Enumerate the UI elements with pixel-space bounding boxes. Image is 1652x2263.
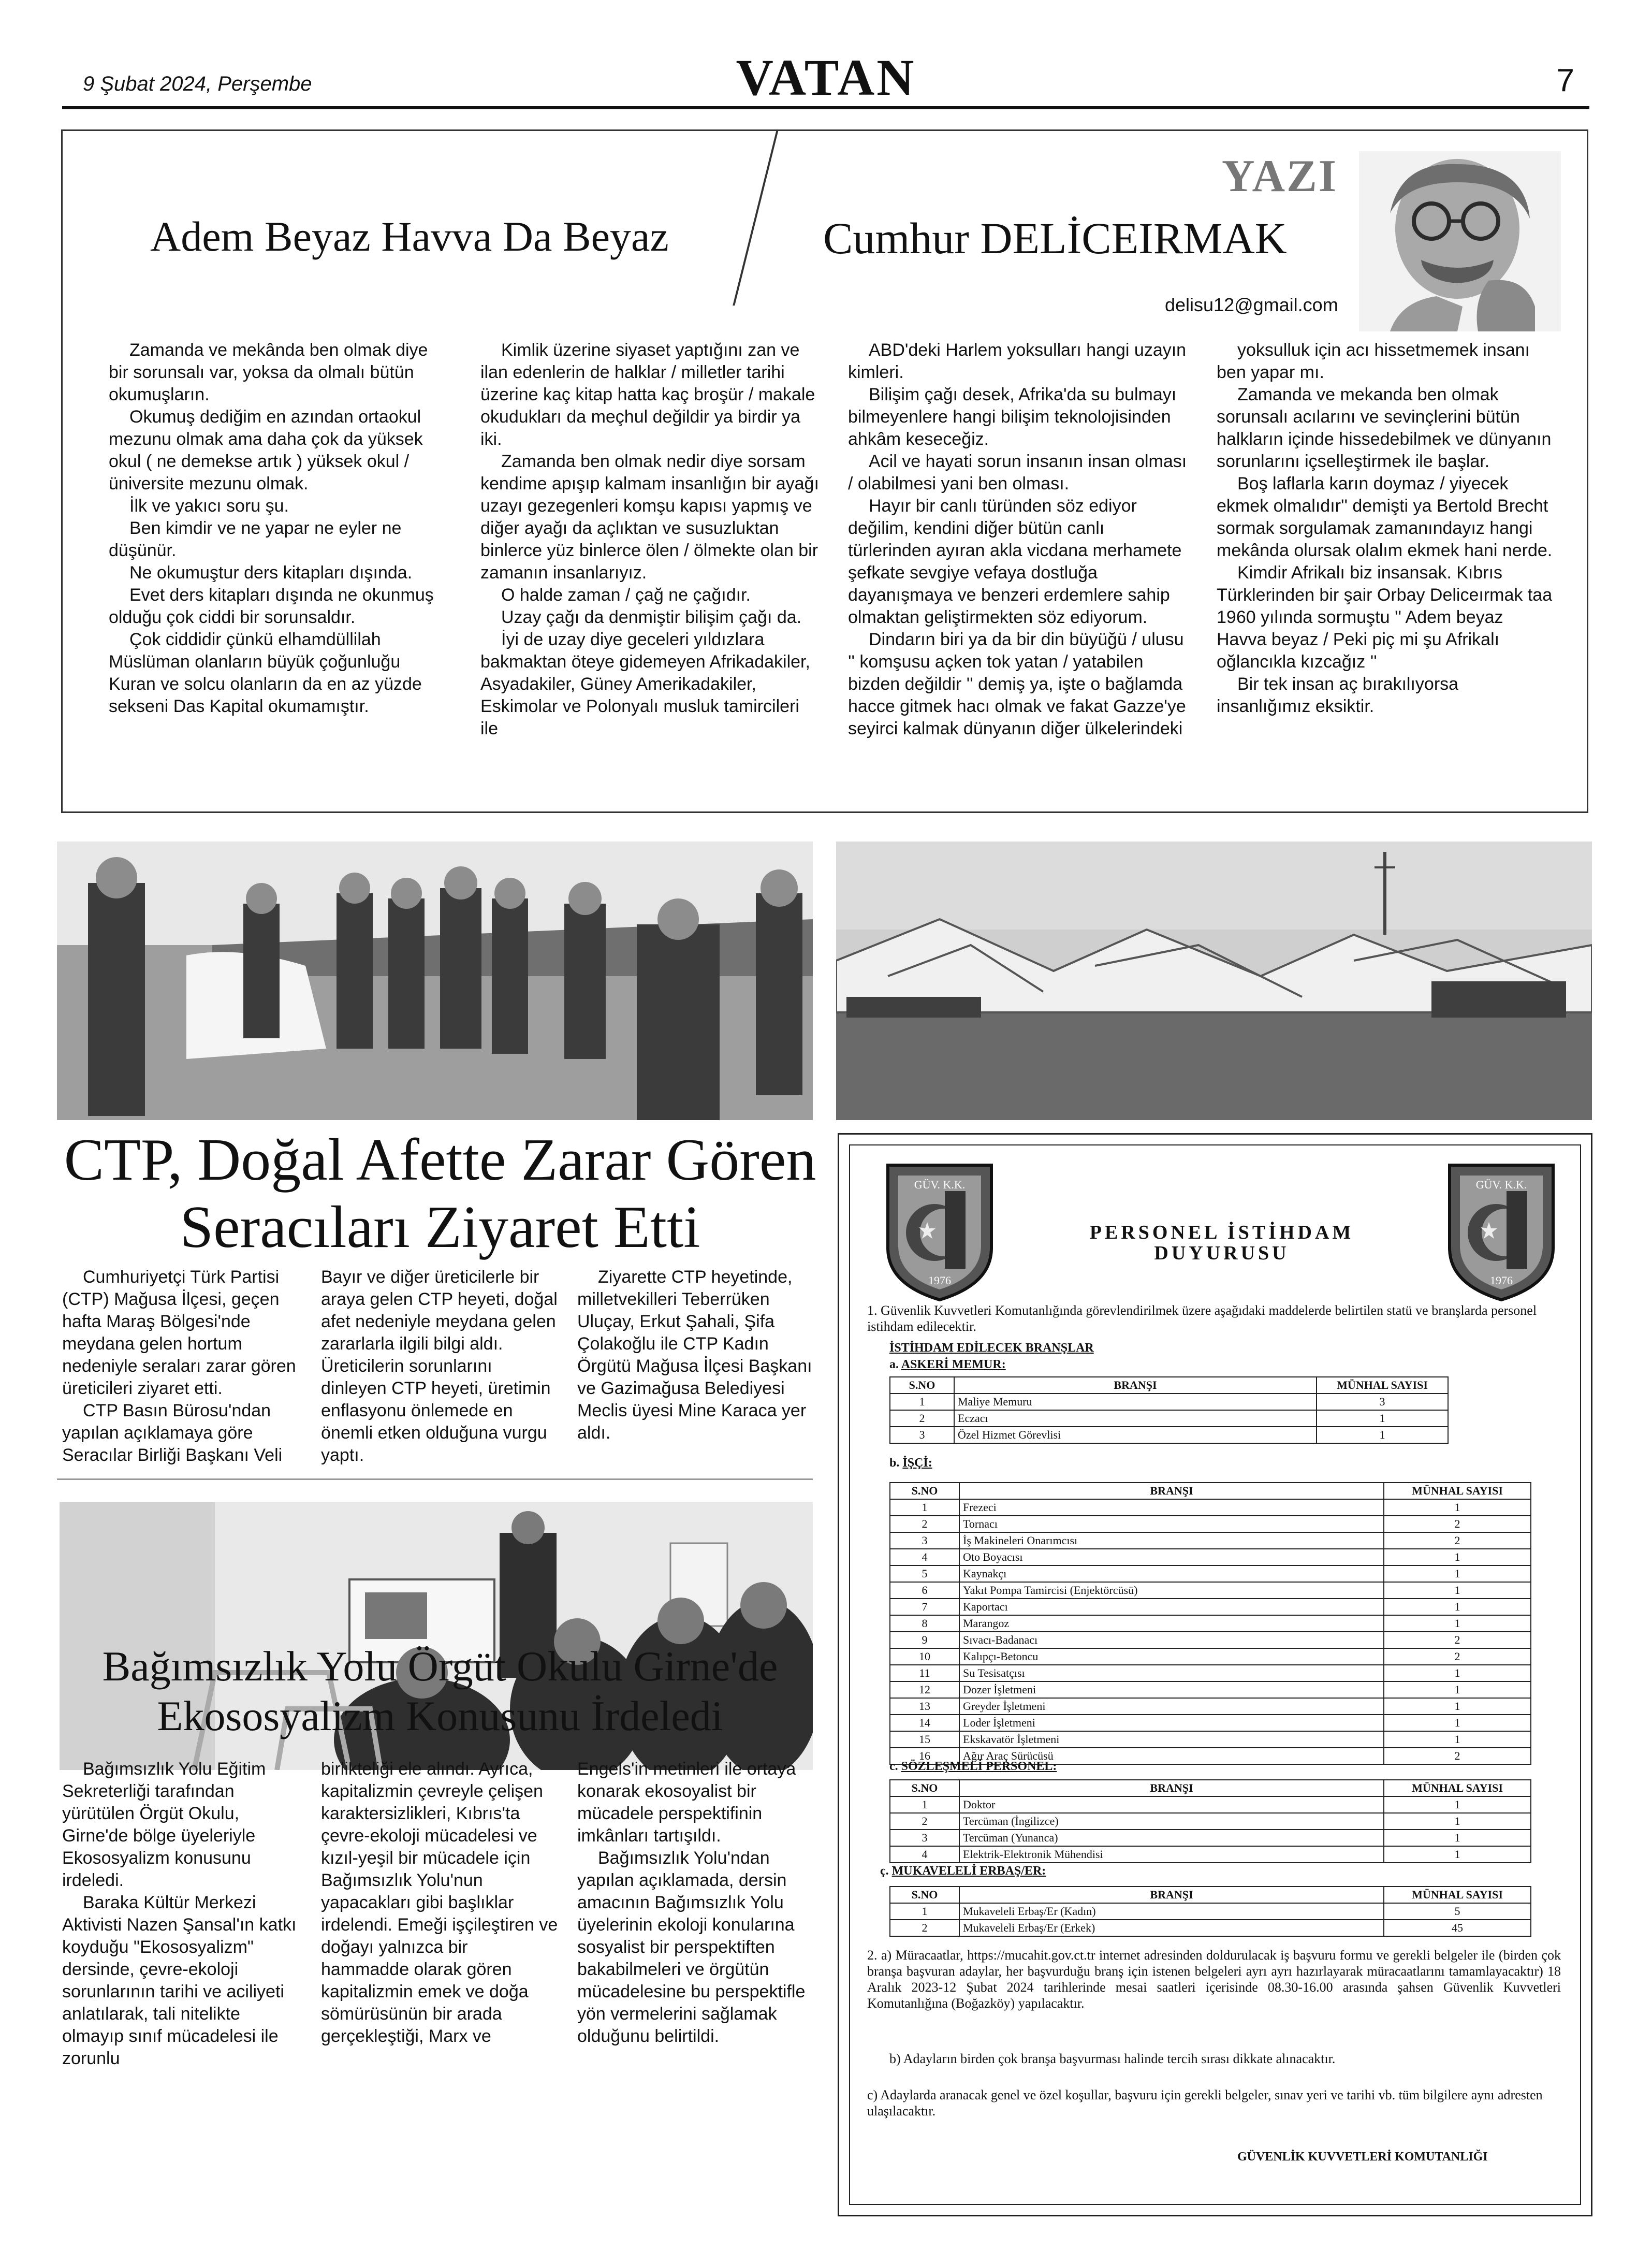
bagimsizlik-text-col1	[62, 1758, 300, 2070]
row-number: 4	[890, 1846, 959, 1863]
vacancy-count: 5	[1384, 1903, 1531, 1920]
vacancy-count: 1	[1384, 1582, 1531, 1599]
paragraph: Kimdir Afrikalı biz insansak. Kıbrıs Türklerinden bir şair Orbay Deliceırmak taa 1960 yılında sormuştu '' Adem beyaz Havva beyaz / Peki piç mi şu Afrikalı oğlancıkla kızcağız ''	[1217, 563, 1553, 672]
vacancy-count: 1	[1384, 1846, 1531, 1863]
paragraph: Bilişim çağı desek, Afrika'da su bulmayı bilmeyenlere hangi bilişim teknolojisinden ahkâm keseceğiz.	[848, 385, 1177, 449]
row-number: 1	[890, 1903, 959, 1920]
vacancy-count: 1	[1384, 1681, 1531, 1698]
paragraph: Bir tek insan aç bırakılıyorsa insanlığımız eksiktir.	[1217, 674, 1459, 716]
bagimsizlik-text-col2	[321, 1758, 559, 2048]
announcement-title-line2: DUYURUSU	[1154, 1242, 1290, 1264]
section-label: YAZI	[1222, 151, 1338, 201]
vacancy-count: 45	[1384, 1920, 1531, 1936]
row-number: 2	[890, 1813, 959, 1830]
paragraph: yoksulluk için acı hissetmemek insanı ben yapar mı.	[1217, 340, 1530, 382]
table-row	[890, 1427, 1448, 1443]
table-row	[890, 1394, 1448, 1410]
table-row	[890, 1599, 1531, 1615]
announcement-title	[1010, 1222, 1434, 1264]
table-row	[890, 1516, 1531, 1532]
vacancy-count: 3	[1317, 1394, 1448, 1410]
col-header: BRANŞI	[959, 1780, 1384, 1796]
col-header: MÜNHAL SAYISI	[1384, 1887, 1531, 1903]
paragraph: Hayır bir canlı türünden söz ediyor değilim, kendini diğer bütün canlı türlerinden ayıran akla vicdana merhamete şefkate sevgiye vefaya dostluğa dayanışmaya ve benzeri erdemlere sahip olmaktan geliştirmekten söz ediyorum.	[848, 496, 1182, 627]
table-row	[890, 1665, 1531, 1681]
row-number: 3	[890, 1427, 954, 1443]
table-sozlesmeli	[889, 1779, 1531, 1863]
vacancy-count: 1	[1384, 1731, 1531, 1748]
row-number: 11	[890, 1665, 959, 1681]
table-row	[890, 1648, 1531, 1665]
newspaper-logo: VATAN	[736, 49, 916, 106]
col-header: BRANŞI	[959, 1483, 1384, 1499]
section-d-heading: ç. MUKAVELELİ ERBAŞ/ER:	[880, 1864, 1046, 1878]
row-number: 2	[890, 1920, 959, 1936]
branch-name: Greyder İşletmeni	[959, 1698, 1384, 1715]
vacancy-count: 1	[1384, 1499, 1531, 1516]
row-number: 8	[890, 1615, 959, 1632]
paragraph: Baraka Kültür Merkezi Aktivisti Nazen Şansal'ın katkı koyduğu "Ekososyalizm" dersinde, çevre-ekoloji sorunlarının tarihi ve aciliyeti anlatılarak, tali nitelikte olmayıp sınıf mücadelesi ile zorunlu	[62, 1893, 297, 2068]
table-row	[890, 1582, 1531, 1599]
ctp-text-col1	[62, 1266, 300, 1467]
row-number: 5	[890, 1565, 959, 1582]
table-isci	[889, 1482, 1531, 1765]
page-number: 7	[1556, 63, 1574, 98]
table-row	[890, 1920, 1531, 1936]
column-text-col1	[109, 339, 445, 718]
row-number: 7	[890, 1599, 959, 1615]
paragraph: Kimlik üzerine siyaset yaptığını zan ve ilan edenlerin de halklar / milletler tarihi üzerine kaç kitap hatta kaç broşür / makale okudukları da meçhul değildir ya birdir ya iki.	[480, 340, 815, 449]
announcement-signature: GÜVENLİK KUVVETLERİ KOMUTANLIĞI	[1237, 2150, 1488, 2164]
vacancy-count: 2	[1384, 1532, 1531, 1549]
vacancy-count: 2	[1384, 1632, 1531, 1648]
branch-name: Eczacı	[954, 1410, 1317, 1427]
row-number: 2	[890, 1410, 954, 1427]
branch-name: Kalıpçı-Betoncu	[959, 1648, 1384, 1665]
row-number: 10	[890, 1648, 959, 1665]
branch-name: Ekskavatör İşletmeni	[959, 1731, 1384, 1748]
branch-name: Kaynakçı	[959, 1565, 1384, 1582]
vacancy-count: 1	[1384, 1599, 1531, 1615]
table-mukaveleli	[889, 1886, 1531, 1937]
vacancy-count: 2	[1384, 1648, 1531, 1665]
paragraph: Uzay çağı da denmiştir bilişim çağı da.	[501, 607, 802, 627]
table-row	[890, 1532, 1531, 1549]
column-author: Cumhur DELİCEIRMAK	[823, 213, 1287, 263]
paragraph: İyi de uzay diye geceleri yıldızlara bakmaktan öteye gidemeyen Afrikadakiler, Asyadakiler, Güney Amerikadakiler, Eskimolar ve Polonyalı musluk tamircileri ile	[480, 630, 810, 738]
vacancy-count: 1	[1384, 1665, 1531, 1681]
section-a-heading: a. ASKERİ MEMUR:	[889, 1358, 1006, 1371]
military-seal-right-icon	[1439, 1160, 1563, 1305]
announcement-paragraph-2a: 2. a) Müracaatlar, https://mucahit.gov.ct.tr internet adresinden doldurulacak iş başvuru formu ve gerekli belgeler ile (birden çok branşa başvuran adaylar, her başvurduğu branş için istenen belgeleri ayrı ayrı hazırlayarak müracaatlarını tamamlayacaktır) 18 Aralık 2023-12 Şubat 2024 tarihlerinde mesai saatleri içerisinde 08.30-16.00 arasında şahsen Güvenlik Kuvvetleri Komutanlığına (Boğazköy) yapılacaktır.	[867, 1948, 1561, 2011]
ctp-text-col3	[577, 1266, 815, 1444]
vacancy-count: 1	[1384, 1565, 1531, 1582]
col-header: S.NO	[890, 1887, 959, 1903]
row-number: 1	[890, 1394, 954, 1410]
military-seal-left-icon	[878, 1160, 1002, 1305]
table-row	[890, 1681, 1531, 1698]
table-row	[890, 1813, 1531, 1830]
table-row	[890, 1846, 1531, 1863]
header-rule	[62, 106, 1589, 109]
branch-name: Ağır Araç Sürücüsü	[959, 1748, 1384, 1764]
col-header: MÜNHAL SAYISI	[1384, 1483, 1531, 1499]
vacancy-count: 1	[1384, 1813, 1531, 1830]
table-row	[890, 1615, 1531, 1632]
bagimsizlik-headline: Bağımsızlık Yolu Örgüt Okulu Girne'de Ekososyalizm Konusunu İrdeledi	[102, 1643, 778, 1739]
paragraph: Ziyarette CTP heyetinde, milletvekilleri Teberrüken Uluçay, Erkut Şahali, Şifa Çolakoğlu ile CTP Kadın Örgütü Mağusa İlçesi Başkanı ve Gazimağusa Belediyesi Meclis üyesi Mine Karaca yer aldı.	[577, 1267, 812, 1443]
branch-name: İş Makineleri Onarımcısı	[959, 1532, 1384, 1549]
paragraph: Bayır ve diğer üreticilerle bir araya gelen CTP heyeti, doğal afet nedeniyle meydana gelen zararlarla ilgili bilgi aldı. Üreticilerin sorunlarını dinleyen CTP heyeti, üretimin enflasyonu önlemede en önemli etken olduğuna vurgu yaptı.	[321, 1267, 558, 1465]
row-number: 3	[890, 1830, 959, 1846]
paragraph: Zamanda ben olmak nedir diye sorsam kendime apışıp kalmam insanlığın bir ayağı uzayı gezegenleri komşu kapısı yapmış ve diğer ayağı da açlıktan ve susuzluktan binlerce yüz binlerce ölen / ölmekte olan bir zamanın insanlarıyız.	[480, 452, 819, 583]
col-header: S.NO	[890, 1780, 959, 1796]
column-title: Adem Beyaz Havva Da Beyaz	[150, 213, 669, 260]
section-c-heading: c. SÖZLEŞMELİ PERSONEL:	[889, 1760, 1057, 1773]
table-row	[890, 1698, 1531, 1715]
table-row	[890, 1715, 1531, 1731]
row-number: 2	[890, 1516, 959, 1532]
row-number: 4	[890, 1549, 959, 1565]
col-header: BRANŞI	[959, 1887, 1384, 1903]
row-number: 13	[890, 1698, 959, 1715]
section-b-heading: b. İŞÇİ:	[889, 1456, 932, 1470]
paragraph: Okumuş dediğim en azından ortaokul mezunu olmak ama daha çok da yüksek okul ( ne demekse artık ) yüksek okul / üniversite mezunu olmak.	[109, 407, 423, 494]
vacancy-count: 1	[1384, 1615, 1531, 1632]
seal-year-text: 1976	[1490, 1274, 1513, 1287]
branch-name: Marangoz	[959, 1615, 1384, 1632]
row-number: 9	[890, 1632, 959, 1648]
table-row	[890, 1796, 1531, 1813]
row-number: 1	[890, 1796, 959, 1813]
bagimsizlik-text-col3	[577, 1758, 815, 2048]
damaged-greenhouse-photo	[836, 842, 1592, 1120]
paragraph: Zamanda ve mekanda ben olmak sorunsalı acılarını ve sevinçlerini bütün halkların içinde hissedebilmek ve dünyanın sorunlarını içselleştirmek ile başlar.	[1217, 385, 1552, 471]
table-row	[890, 1632, 1531, 1648]
table-row	[890, 1410, 1448, 1427]
branch-name: Mukaveleli Erbaş/Er (Erkek)	[959, 1920, 1384, 1936]
table-row	[890, 1903, 1531, 1920]
paragraph: birlikteliği ele alındı. Ayrıca, kapitalizmin çevreyle çelişen karaktersizlikleri, Kıbrıs'ta çevre-ekoloji mücadelesi ve kızıl-yeşil bir mücadele için Bağımsızlık Yolu'nun yapacakları gibi başlıklar irdelendi. Emeği işçileştiren ve doğayı yalnızca bir hammadde olarak gören kapitalizmin emek ve doğa sömürüsünün bir arada gerçekleştiği, Marx ve	[321, 1759, 558, 2046]
vacancy-count: 1	[1384, 1830, 1531, 1846]
article-separator	[57, 1478, 813, 1480]
paragraph: Dindarın biri ya da bir din büyüğü / ulusu '' komşusu açken tok yatan / yatabilen bizden değildir '' demiş ya, işte o bağlamda hacce gitmek hacı olmak ve fakat Gazze'ye seyirci kalmak dünyanın diğer ülkelerindeki	[848, 630, 1186, 738]
branch-name: Maliye Memuru	[954, 1394, 1317, 1410]
table-row	[890, 1731, 1531, 1748]
branch-name: Tercüman (İngilizce)	[959, 1813, 1384, 1830]
paragraph: Acil ve hayati sorun insanın insan olması / olabilmesi yani ben olması.	[848, 452, 1187, 494]
row-number: 15	[890, 1731, 959, 1748]
vacancy-count: 1	[1384, 1549, 1531, 1565]
branch-name: Tercüman (Yunanca)	[959, 1830, 1384, 1846]
table-row	[890, 1499, 1531, 1516]
paragraph: Zamanda ve mekânda ben olmak diye bir sorunsalı var, yoksa da olmalı bütün okumuşların.	[109, 340, 428, 404]
paragraph: Bağımsızlık Yolu'ndan yapılan açıklamada, dersin amacının Bağımsızlık Yolu üyelerinin ekoloji konularına sosyalist bir perspektiften bakabilmeleri ve örgütün mücadelesine bu perspektifle yön vermelerini sağlamak olduğunu belirtildi.	[577, 1848, 806, 2046]
paragraph: Bağımsızlık Yolu Eğitim Sekreterliği tarafından yürütülen Örgüt Okulu, Girne'de bölge üyeleriyle Ekososyalizm konusunu irdeledi.	[62, 1759, 266, 1890]
vacancy-count: 2	[1384, 1516, 1531, 1532]
paragraph: Çok ciddidir çünkü elhamdüllilah Müslüman olanların büyük çoğunluğu Kuran ve solcu olanların da en az yüzde sekseni Das Kapital okumamıştır.	[109, 630, 422, 716]
announcement-title-line1: PERSONEL İSTİHDAM	[1089, 1222, 1354, 1243]
paragraph: O halde zaman / çağ ne çağıdır.	[501, 585, 751, 605]
issue-date: 9 Şubat 2024, Perşembe	[83, 72, 312, 95]
announcement-intro: 1. Güvenlik Kuvvetleri Komutanlığında görevlendirilmek üzere aşağıdaki maddelerde belirtilen statü ve branşlarda personel istihdam edilecektir.	[867, 1303, 1537, 1334]
paragraph: Ne okumuştur ders kitapları dışında.	[129, 563, 413, 583]
vacancy-count: 1	[1384, 1796, 1531, 1813]
author-email: delisu12@gmail.com	[1165, 294, 1338, 315]
row-number: 14	[890, 1715, 959, 1731]
branch-name: Frezeci	[959, 1499, 1384, 1516]
vacancy-count: 1	[1384, 1698, 1531, 1715]
branch-name: Yakıt Pompa Tamircisi (Enjektörcüsü)	[959, 1582, 1384, 1599]
table-row	[890, 1549, 1531, 1565]
branch-name: Doktor	[959, 1796, 1384, 1813]
branch-name: Mukaveleli Erbaş/Er (Kadın)	[959, 1903, 1384, 1920]
branch-name: Özel Hizmet Görevlisi	[954, 1427, 1317, 1443]
column-text-col3	[848, 339, 1187, 740]
col-header: S.NO	[890, 1483, 959, 1499]
col-header: MÜNHAL SAYISI	[1384, 1780, 1531, 1796]
branch-name: Sıvacı-Badanacı	[959, 1632, 1384, 1648]
ctp-visit-photo	[57, 842, 813, 1120]
branch-name: Dozer İşletmeni	[959, 1681, 1384, 1698]
announcement-paragraph-2c: c) Adaylarda aranacak genel ve özel koşullar, başvuru için gerekli belgeler, sınav yeri ve tarihi vb. tüm bilgilere aynı adresten ulaşılacaktır.	[867, 2087, 1543, 2119]
col-header: S.NO	[890, 1377, 954, 1394]
column-text-col4	[1217, 339, 1556, 718]
paragraph: Boş laflarla karın doymaz / yiyecek ekmek olmalıdır'' demişti ya Bertold Brecht sormak sorgulamak zamanındayız hangi mekânda olursak olalım ekmek hani nerde.	[1217, 474, 1553, 560]
col-header: MÜNHAL SAYISI	[1317, 1377, 1448, 1394]
paragraph: CTP Basın Bürosu'ndan yapılan açıklamaya göre Seracılar Birliği Başkanı Veli	[62, 1401, 283, 1465]
vacancy-count: 1	[1317, 1427, 1448, 1443]
table-askeri-memur	[889, 1376, 1449, 1444]
col-header: BRANŞI	[954, 1377, 1317, 1394]
branches-heading: İSTİHDAM EDİLECEK BRANŞLAR	[889, 1341, 1094, 1355]
author-portrait	[1359, 151, 1561, 331]
row-number: 6	[890, 1582, 959, 1599]
paragraph: Cumhuriyetçi Türk Partisi (CTP) Mağusa İlçesi, geçen hafta Maraş Bölgesi'nde meydana gelen hortum nedeniyle seraları zarar gören üreticileri ziyaret etti.	[62, 1267, 296, 1398]
seal-top-text: GÜV. K.K.	[914, 1178, 966, 1191]
row-number: 12	[890, 1681, 959, 1698]
branch-name: Loder İşletmeni	[959, 1715, 1384, 1731]
branch-name: Su Tesisatçısı	[959, 1665, 1384, 1681]
ctp-headline: CTP, Doğal Afette Zarar Gören Seracıları Ziyaret Etti	[64, 1127, 816, 1260]
paragraph: ABD'deki Harlem yoksulları hangi uzayın kimleri.	[848, 340, 1187, 382]
paragraph: Engels'in metinleri ile ortaya konarak ekosoyalist bir mücadele perspektifinin imkânları tartışıldı.	[577, 1759, 796, 1846]
seal-year-text: 1976	[928, 1274, 951, 1287]
table-row	[890, 1565, 1531, 1582]
column-text-col2	[480, 339, 820, 740]
branch-name: Tornacı	[959, 1516, 1384, 1532]
announcement-paragraph-2b: b) Adayların birden çok branşa başvurması halinde tercih sırası dikkate alınacaktır.	[889, 2051, 1336, 2066]
branch-name: Elektrik-Elektronik Mühendisi	[959, 1846, 1384, 1863]
row-number: 16	[890, 1748, 959, 1764]
ctp-text-col2	[321, 1266, 559, 1467]
table-row	[890, 1830, 1531, 1846]
vacancy-count: 1	[1384, 1715, 1531, 1731]
branch-name: Kaportacı	[959, 1599, 1384, 1615]
vacancy-count: 1	[1317, 1410, 1448, 1427]
branch-name: Oto Boyacısı	[959, 1549, 1384, 1565]
vacancy-count: 2	[1384, 1748, 1531, 1764]
seal-top-text: GÜV. K.K.	[1475, 1178, 1527, 1191]
paragraph: İlk ve yakıcı soru şu.	[129, 496, 289, 516]
row-number: 3	[890, 1532, 959, 1549]
row-number: 1	[890, 1499, 959, 1516]
paragraph: Evet ders kitapları dışında ne okunmuş olduğu çok ciddi bir sorunsaldır.	[109, 585, 434, 627]
paragraph: Ben kimdir ve ne yapar ne eyler ne düşünür.	[109, 518, 402, 560]
